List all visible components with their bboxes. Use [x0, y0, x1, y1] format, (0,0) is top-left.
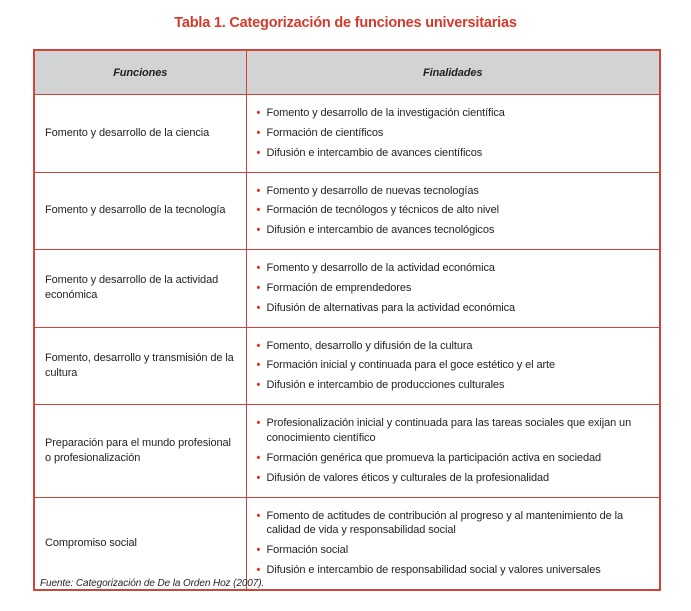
- list-item-text: Difusión e intercambio de avances tecnológicos: [266, 224, 495, 237]
- list-item-text: Profesionalización inicial y continuada para las tareas sociales que exijan un conocimiento científico: [266, 417, 632, 444]
- finalidades-cell: [246, 497, 660, 590]
- list-item-text: Formación genérica que promueva la participación activa en sociedad: [266, 451, 601, 464]
- table-row: [34, 327, 660, 405]
- list-item-text: Difusión e intercambio de producciones culturales: [266, 379, 505, 392]
- list-item-text: Difusión e intercambio de responsabilidad social y valores universales: [266, 564, 601, 577]
- list-item: [257, 416, 650, 446]
- list-item-text: Fomento y desarrollo de la investigación científica: [266, 107, 505, 119]
- finalidades-list: [257, 106, 650, 161]
- column-header-funciones: Funciones: [34, 50, 246, 95]
- finalidades-list: [257, 509, 650, 578]
- finalidades-cell: [246, 172, 660, 250]
- list-item-text: Difusión de alternativas para la actividad económica: [266, 301, 516, 314]
- finalidades-cell: [246, 250, 660, 328]
- list-item: [257, 451, 650, 466]
- finalidades-cell: [246, 95, 660, 173]
- list-item-text: Formación de emprendedores: [266, 281, 412, 294]
- bullet-icon: •: [256, 451, 261, 464]
- list-item-text: Fomento y desarrollo de nuevas tecnologías: [266, 184, 479, 197]
- bullet-icon: •: [256, 126, 261, 139]
- bullet-icon: •: [256, 359, 261, 372]
- list-item-text: Difusión de valores éticos y culturales de la profesionalidad: [266, 471, 550, 484]
- list-item: [257, 543, 650, 558]
- table-row: [34, 95, 660, 173]
- finalidades-list: [257, 184, 650, 239]
- funcion-cell: Fomento y desarrollo de la ciencia: [34, 95, 246, 173]
- bullet-icon: •: [256, 224, 261, 237]
- list-item: [257, 126, 650, 141]
- bullet-icon: •: [256, 107, 261, 119]
- bullet-icon: •: [256, 379, 261, 392]
- bullet-icon: •: [256, 204, 261, 217]
- funcion-cell: Fomento y desarrollo de la tecnología: [34, 172, 246, 250]
- bullet-icon: •: [256, 301, 261, 314]
- finalidades-list: [257, 416, 650, 485]
- finalidades-list: [257, 261, 650, 316]
- funcion-cell: Fomento y desarrollo de la actividad económica: [34, 250, 246, 328]
- page-title: Tabla 1. Categorización de funciones universitarias: [174, 15, 517, 31]
- funcion-cell: Compromiso social: [34, 497, 246, 590]
- list-item-text: Formación social: [266, 544, 349, 557]
- table-row: [34, 250, 660, 328]
- bullet-icon: •: [256, 471, 261, 484]
- bullet-icon: •: [256, 146, 261, 159]
- bullet-icon: •: [256, 262, 261, 275]
- list-item: [257, 471, 650, 486]
- list-item: [257, 261, 650, 276]
- list-item: [257, 281, 650, 296]
- finalidades-cell: [246, 327, 660, 405]
- funcion-cell: Preparación para el mundo profesional o profesionalización: [34, 405, 246, 497]
- source-note: Fuente: Categorización de De la Orden Hoz (2007).: [40, 578, 265, 589]
- list-item: [257, 146, 650, 161]
- bullet-icon: •: [256, 184, 261, 197]
- list-item-text: Fomento y desarrollo de la actividad económica: [266, 262, 495, 275]
- table-row: [34, 497, 660, 590]
- table-row: [34, 172, 660, 250]
- list-item: [257, 339, 650, 354]
- bullet-icon: •: [256, 281, 261, 294]
- bullet-icon: •: [256, 417, 261, 430]
- list-item: [257, 301, 650, 316]
- bullet-icon: •: [256, 564, 261, 577]
- list-item: [257, 223, 650, 238]
- list-item: [257, 203, 650, 218]
- list-item: [257, 509, 650, 539]
- column-header-finalidades: Finalidades: [246, 50, 660, 95]
- bullet-icon: •: [256, 339, 261, 352]
- list-item-text: Difusión e intercambio de avances científicos: [266, 146, 483, 159]
- list-item-text: Formación de tecnólogos y técnicos de alto nivel: [266, 204, 499, 217]
- list-item-text: Formación de científicos: [266, 126, 384, 139]
- finalidades-cell: [246, 405, 660, 497]
- list-item: [257, 106, 650, 121]
- bullet-icon: •: [256, 509, 261, 522]
- funcion-cell: Fomento, desarrollo y transmisión de la cultura: [34, 327, 246, 405]
- list-item: [257, 184, 650, 199]
- header-row: [34, 50, 660, 95]
- list-item: [257, 378, 650, 393]
- list-item-text: Formación inicial y continuada para el goce estético y el arte: [266, 359, 556, 372]
- categorization-table: [33, 49, 661, 591]
- list-item: [257, 563, 650, 578]
- list-item-text: Fomento de actitudes de contribución al progreso y al mantenimiento de la calidad de vida y responsabilidad social: [266, 509, 624, 537]
- table-row: [34, 405, 660, 497]
- bullet-icon: •: [256, 544, 261, 557]
- finalidades-list: [257, 339, 650, 394]
- list-item: [257, 358, 650, 373]
- list-item-text: Fomento, desarrollo y difusión de la cultura: [266, 339, 473, 352]
